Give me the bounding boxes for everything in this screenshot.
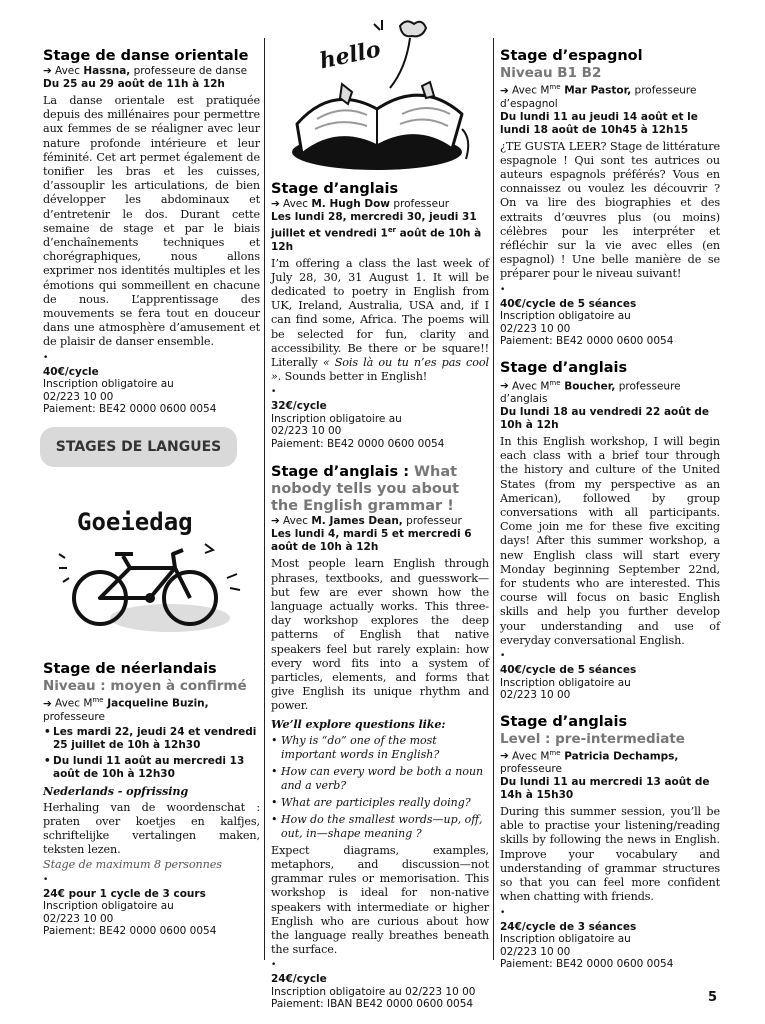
arrow-right-icon: ➔ [500, 84, 509, 97]
hello-lettering: hello [317, 36, 383, 75]
esp-level: Niveau B1 B2 [500, 65, 602, 81]
danse-text: La danse orientale est pratiquée depuis des millénaires pour permettre aux femmes de se réaligner avec leur nature profonde intérieure et leur féminité. Cet art permet également de tonifier les bras et les cuisses, d’assouplir les articulations, de bien développer les abdominaux et d’entretenir le dos. Durant cette semaine de stage et par le biais d’enchaînements techniques et chorégraphiques, nous allons exprimer nos identités multiples et les émotions qui sommeillent en chacune de nous. L’apprentissage des mouvements se fera tout en douceur dans une atmosphère d’amusement et de plaisir de danser ensemble. [43, 94, 260, 349]
arrow-right-icon: ➔ [271, 198, 280, 210]
ang2-pricing [271, 973, 489, 1011]
ang2-question: • What are participles really doing? [281, 796, 489, 810]
ang2-teacher: ➔ Avec M. James Dean, professeur [271, 515, 462, 528]
ang4-payment: Paiement: BE42 0000 0600 0054 [500, 958, 674, 970]
ang2-bullet: • [271, 960, 277, 971]
ang1-registration: Inscription obligatoire au [271, 412, 402, 425]
esp-dates: Du lundi 11 au jeudi 14 août et le lundi 18 août de 10h45 à 12h15 [500, 110, 698, 136]
ang1-dates: Les lundi 28, mercredi 30, jeudi 31 juillet et vendredi 1er août de 10h à 12h [271, 211, 482, 253]
column-3 [500, 48, 720, 971]
ang1-payment: Paiement: BE42 0000 0600 0054 [271, 437, 445, 450]
ang3-section [500, 360, 720, 702]
neerl-payment: Paiement: BE42 0000 0600 0054 [43, 925, 217, 938]
ang4-phone: 02/223 10 00 [500, 945, 571, 958]
neerl-section [43, 661, 260, 938]
esp-bullet: • [500, 284, 506, 295]
ang4-text: During this summer session, you’ll be able to practise your listening/reading skills by following the news in English. Improve your vocabulary and understanding of grammar structures so that you can feel more confident when chatting with friends. [500, 805, 720, 904]
section-pill-stages-de-langues: STAGES DE LANGUES [40, 427, 237, 467]
ang4-section [500, 714, 720, 971]
ang1-price: 32€/cycle [271, 400, 327, 413]
ang3-title: Stage d’anglais [500, 359, 628, 376]
column-1 [43, 48, 260, 416]
ang3-registration: Inscription obligatoire au [500, 676, 631, 689]
neerl-title: Stage de néerlandais [43, 661, 217, 677]
ang2-text: Most people learn English through phrases, textbooks, and guesswork—but few are ever shown how the language actually works. This three-day workshop explores the deep patterns of English that native speakers feel but rarely explain: how every word fits into a system of particles, elements, and forms that give English its unique rhythm and power. [271, 557, 489, 713]
esp-registration: Inscription obligatoire au [500, 310, 631, 323]
goeiedag-lettering: Goeiedag [77, 508, 193, 536]
esp-teacher: ➔ Avec $M^{me}$ Mar Pastor, professeure d’espagnol [500, 83, 697, 110]
neerl-text: Herhaling van de woordenschat : praten over koetjes en kalfjes, schriftelijke vertalingen maken, teksten lezen. [43, 800, 260, 857]
ang3-price: 40€/cycle de 5 séances [500, 664, 637, 677]
ang1-pricing [271, 400, 489, 450]
neerl-pricing [43, 888, 260, 938]
ang4-teacher: ➔ Avec $M^{me}$ Patricia Dechamps, professeure [500, 748, 679, 776]
danse-teacher: ➔ Avec Hassna, professeure de danse [43, 65, 248, 77]
ang4-registration: Inscription obligatoire au [500, 933, 631, 945]
ang1-phone: 02/223 10 00 [271, 425, 342, 438]
danse-bullet: • [43, 352, 49, 363]
ang4-price: 24€/cycle de 3 séances [500, 920, 637, 933]
ang4-dates: Du lundi 11 au mercredi 13 août de 14h à 15h30 [500, 776, 710, 802]
neerl-teacher: ➔ Avec $M^{me}$ Jacqueline Buzin, professeure [43, 696, 209, 723]
danse-title: Stage de danse orientale [43, 48, 249, 64]
ang3-bullet: • [500, 651, 506, 662]
arrow-right-icon: ➔ [43, 697, 52, 710]
arrow-right-icon: ➔ [271, 515, 280, 528]
ang1-title: Stage d’anglais [271, 181, 399, 197]
danse-registration: Inscription obligatoire au [43, 378, 174, 391]
danse-section [43, 48, 260, 416]
ang3-dates: Du lundi 18 au vendredi 22 août de 10h à 12h [500, 406, 710, 432]
neerl-bullet: • [43, 874, 49, 885]
esp-price: 40€/cycle de 5 séances [500, 297, 637, 310]
arrow-right-icon: ➔ [43, 65, 52, 77]
bicycle-illustration [55, 498, 255, 638]
danse-dates: Du 25 au 29 août de 11h à 12h [43, 78, 225, 90]
neerl-dates [43, 726, 260, 781]
danse-price: 40€/cycle [43, 365, 99, 378]
ang2-questions [271, 734, 489, 841]
ang2-price: 24€/cycle [271, 973, 327, 986]
neerl-registration: Inscription obligatoire au [43, 900, 174, 913]
ang2-section [271, 464, 489, 1011]
ang1-teacher: ➔ Avec M. Hugh Dow professeur [271, 198, 450, 210]
ang4-level: Level : pre-intermediate [500, 730, 685, 747]
danse-phone: 02/223 10 00 [43, 390, 114, 403]
ang1-text: I’m offering a class the last week of July 28, 30, 31 August 1. It will be dedicated to poetry in English from UK, Ireland, Australia, USA and, if I can find some, Africa. The poems will be selected for fun, clarity and accessibility. Be there or be square!! Literally « Sois là ou tu n’es pas cool ». Sounds better in English! [271, 256, 489, 384]
neerl-subtitle: Nederlands - opfrissing [43, 783, 189, 798]
arrow-right-icon: ➔ [500, 750, 509, 763]
ang2-explore-heading: We’ll explore questions like: [271, 716, 446, 731]
esp-pricing [500, 298, 720, 348]
neerl-price: 24€ pour 1 cycle de 3 cours [43, 887, 206, 900]
neerl-date-item: • Les mardi 22, jeudi 24 et vendredi 25 juillet de 10h à 12h30 [53, 726, 260, 752]
ang2-question: • How do the smallest words—up, off, out, in—shape meaning ? [281, 813, 489, 841]
column-divider-right [493, 38, 494, 960]
esp-section [500, 48, 720, 348]
ang2-text2: Expect diagrams, examples, metaphors, and discussion—not grammar rules or memorisation. This workshop is ideal for non-native speakers with intermediate or higher English who are curious about how the language really breathes beneath the surface. [271, 843, 489, 957]
ang3-pricing [500, 664, 720, 702]
neerl-date-item: • Du lundi 11 août au mercredi 13 août de 10h à 12h30 [53, 755, 260, 781]
esp-text: ¿TE GUSTA LEER? Stage de littérature espagnole ! Qui sont tes autrices ou auteurs espagnols préférés? Vous en connaissez ou voulez les découvrir ? On va lire des biographies et des extraits d’œuvres plus (ou moins) célèbres pour les interpréter et réfléchir sur la vie avec elles (en espagnol) ! Une belle manière de se préparer pour le niveau suivant! [500, 139, 720, 281]
ang2-question: • How can every word be both a noun and a verb? [281, 765, 489, 793]
ang2-dates: Les lundi 4, mardi 5 et mercredi 6 août de 10h à 12h [271, 528, 472, 554]
ang4-bullet: • [500, 907, 506, 918]
neerl-level: Niveau : moyen à confirmé [43, 678, 247, 694]
ang2-title: Stage d’anglais : What nobody tells you about the English grammar ! [271, 464, 460, 515]
ang1-bullet: • [271, 387, 277, 398]
ang3-teacher: ➔ Avec $M^{me}$ Boucher, professeure d’anglais [500, 378, 681, 406]
esp-phone: 02/223 10 00 [500, 322, 571, 335]
arrow-right-icon: ➔ [500, 380, 509, 393]
esp-payment: Paiement: BE42 0000 0600 0054 [500, 335, 674, 348]
ang2-payment: Paiement: IBAN BE42 0000 0600 0054 [271, 998, 474, 1011]
danse-payment: Paiement: BE42 0000 0600 0054 [43, 403, 217, 416]
ang1-section [271, 181, 489, 1011]
esp-title: Stage d’espagnol [500, 48, 643, 64]
ang3-text: In this English workshop, I will begin each class with a brief tour through the history and culture of the United States (from my perspective as an American), followed by group conversations with all participants. Come join me for these five exciting days! After this summer workshop, a new English class will start every Monday beginning September 22nd, for students who are interested. This course will focus on basic English skills and help you further develop your understanding and use of everyday conversational English. [500, 435, 720, 647]
ang4-title: Stage d’anglais [500, 713, 628, 730]
danse-pricing [43, 366, 260, 416]
book-illustration [282, 14, 482, 174]
ang3-phone: 02/223 10 00 [500, 689, 571, 702]
neerl-note: Stage de maximum 8 personnes [43, 857, 222, 871]
page-number: 5 [707, 990, 717, 1005]
ang2-question: • Why is “do” one of the most important words in English? [281, 734, 489, 762]
ang4-pricing [500, 921, 720, 971]
neerl-phone: 02/223 10 00 [43, 912, 114, 925]
ang2-registration: Inscription obligatoire au 02/223 10 00 [271, 985, 476, 998]
column-divider-left [264, 38, 265, 960]
